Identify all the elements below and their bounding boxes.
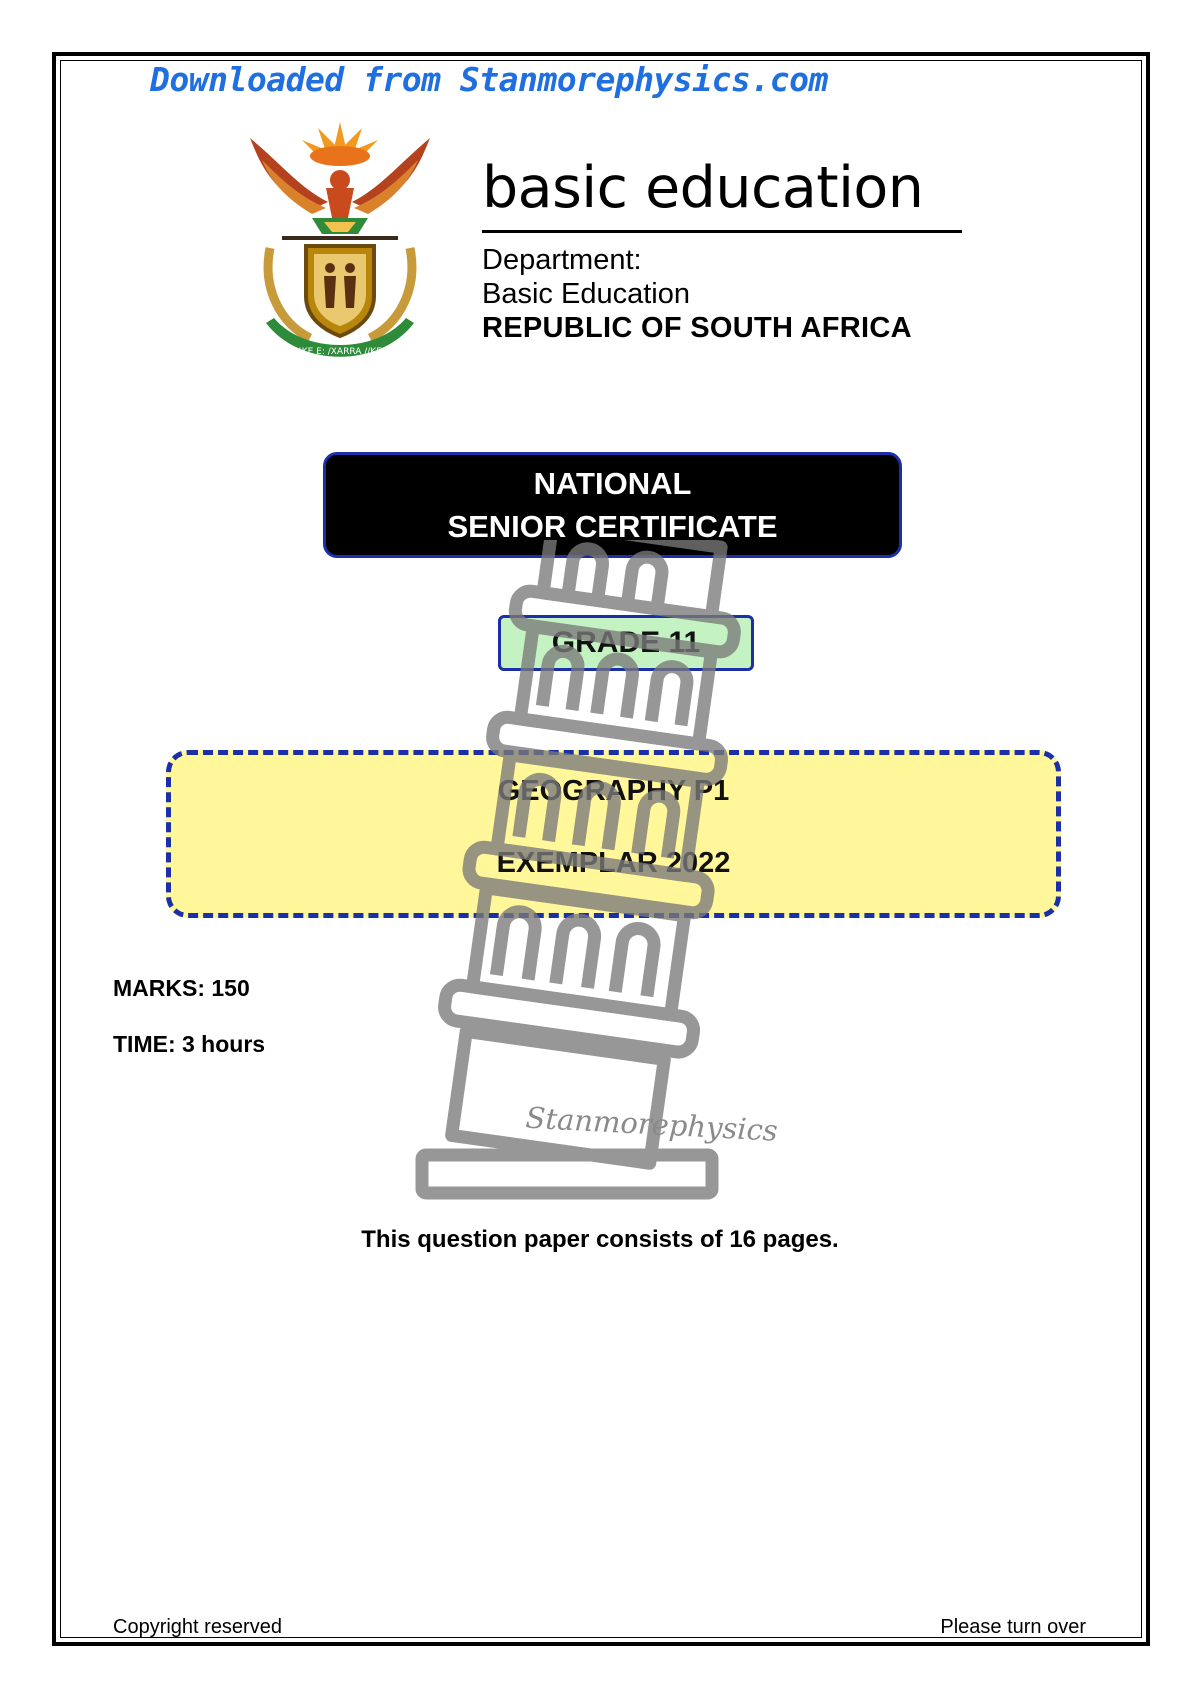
coat-of-arms-icon [240, 118, 440, 363]
dept-logo-title: basic education [482, 155, 924, 221]
dept-title-rule [482, 230, 962, 233]
emblem-motto: !KE E: /XARRA //KE [298, 347, 382, 357]
certificate-line1: NATIONAL [533, 466, 692, 501]
download-notice[interactable]: Downloaded from Stanmorephysics.com [150, 60, 828, 99]
subject-name: GEOGRAPHY P1 [497, 775, 730, 807]
page-count-note: This question paper consists of 16 pages. [361, 1226, 839, 1253]
marks-label: MARKS: 150 [113, 975, 250, 1001]
dept-line-republic: REPUBLIC OF SOUTH AFRICA [482, 312, 912, 344]
dept-line-department: Department: [482, 244, 642, 276]
footer-turn-over: Please turn over [940, 1616, 1086, 1638]
subject-box [166, 750, 1061, 918]
time-label: TIME: 3 hours [113, 1031, 266, 1057]
watermark-text: Stanmorephysics [524, 1100, 779, 1148]
certificate-line2: SENIOR CERTIFICATE [447, 509, 778, 544]
grade-badge: GRADE 11 [498, 615, 754, 671]
certificate-banner [323, 452, 902, 558]
dept-line-basic-education: Basic Education [482, 278, 690, 310]
footer-copyright: Copyright reserved [113, 1616, 282, 1638]
subject-edition: EXEMPLAR 2022 [496, 847, 731, 879]
